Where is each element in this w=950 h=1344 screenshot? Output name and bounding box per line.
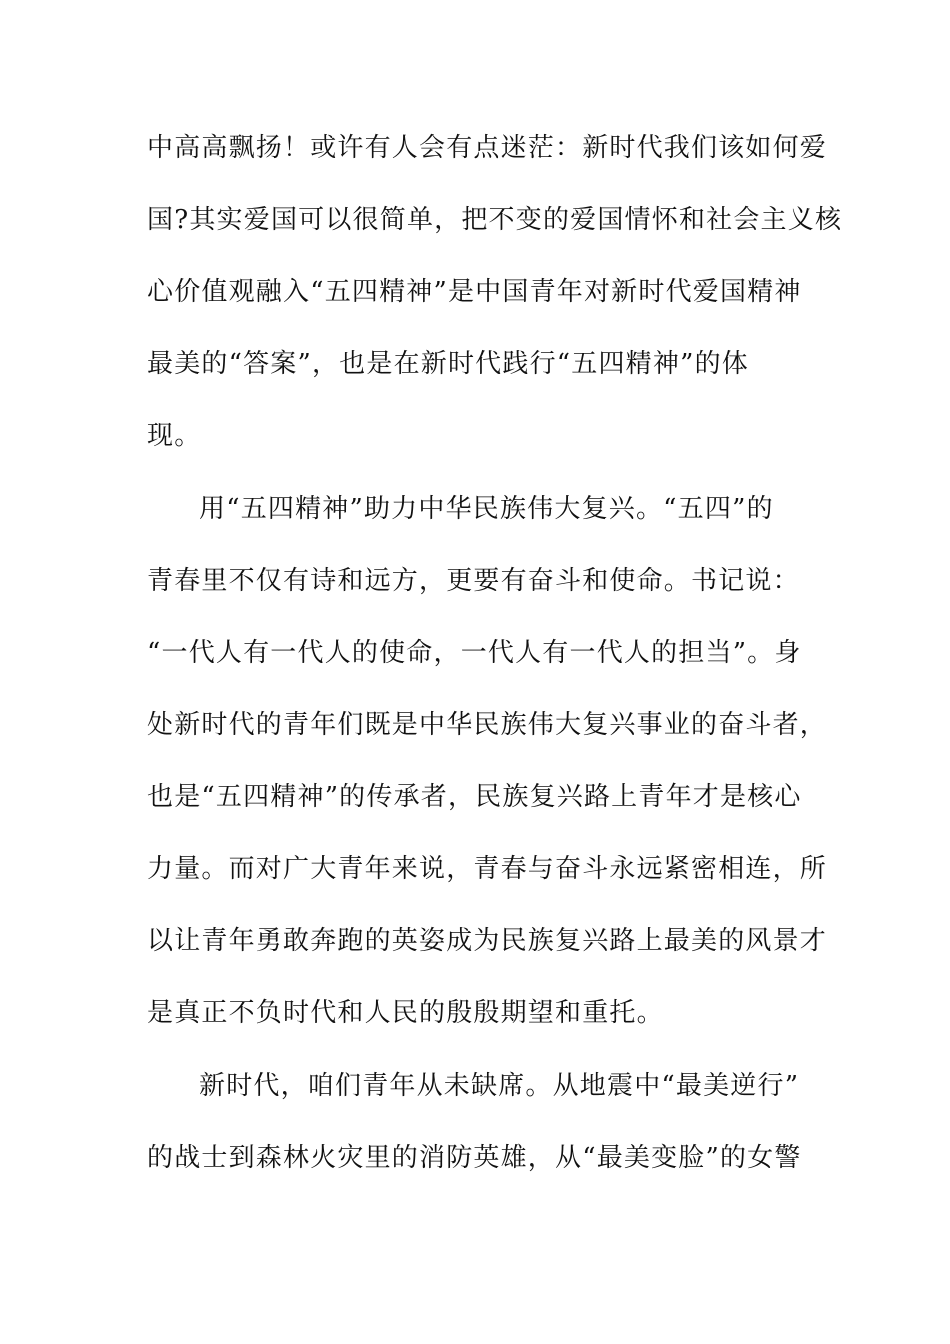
text-line: 中高高飘扬！或许有人会有点迷茫：新时代我们该如何爱 [147,133,828,163]
text-line: 的战士到森林火灾里的消防英雄，从“最美变脸”的女警 [147,1143,802,1173]
text-line: 是真正不负时代和人民的殷殷期望和重托。 [147,998,664,1028]
paragraph-first-line: 新时代，咱们青年从未缺席。从地震中“最美逆行” [199,1071,800,1101]
text-line: 力量。而对广大青年来说，青春与奋斗永远紧密相连，所 [147,854,828,884]
text-line: “一代人有一代人的使命，一代人有一代人的担当”。身 [147,638,802,668]
text-line: 也是“五四精神”的传承者，民族复兴路上青年才是核心 [147,782,802,812]
text-line: 最美的“答案”，也是在新时代践行“五四精神”的体 [147,349,749,379]
text-line: 处新时代的青年们既是中华民族伟大复兴事业的奋斗者， [147,710,828,740]
paragraph-first-line: 用“五四精神”助力中华民族伟大复兴。“五四”的 [199,494,774,524]
text-line: 现。 [147,421,202,451]
text-line: 国?其实爱国可以很简单，把不变的爱国情怀和社会主义核 [147,205,843,235]
text-line: 青春里不仅有诗和远方，更要有奋斗和使命。书记说： [147,566,800,596]
text-line: 以让青年勇敢奔跑的英姿成为民族复兴路上最美的风景才 [147,926,828,956]
text-line: 心价值观融入“五四精神”是中国青年对新时代爱国精神 [147,277,802,307]
